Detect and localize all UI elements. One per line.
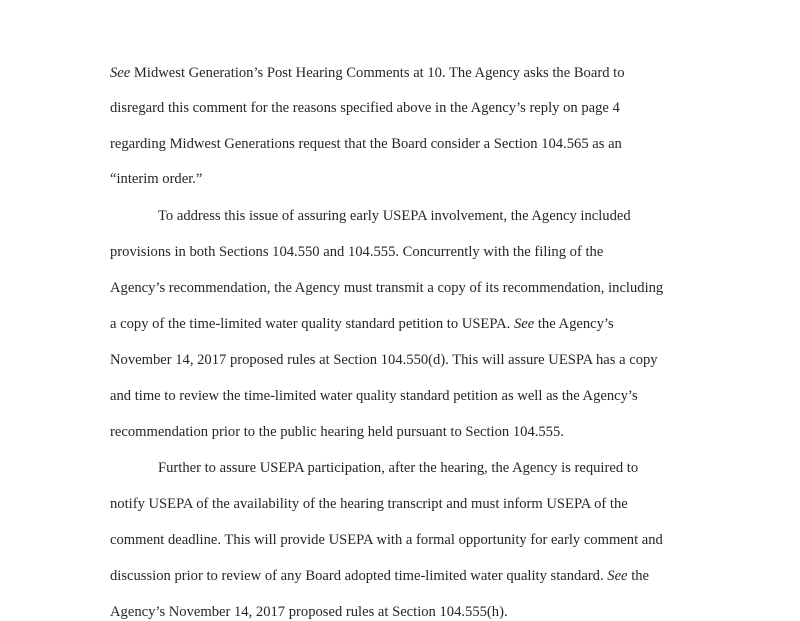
text-line	[110, 315, 614, 333]
text-line: notify USEPA of the availability of the hearing transcript and must inform USEPA of the	[110, 496, 628, 512]
text-line: provisions in both Sections 104.550 and 104.555. Concurrently with the filing of the	[110, 244, 604, 260]
text-line: Further to assure USEPA participation, after the hearing, the Agency is required to	[158, 460, 639, 476]
text-line	[110, 567, 649, 585]
text-line: and time to review the time-limited water quality standard petition as well as the Agency’s	[110, 388, 638, 404]
text-line: Agency’s recommendation, the Agency must transmit a copy of its recommendation, including	[110, 280, 664, 296]
text-span: the Agency’s	[534, 316, 614, 332]
text-span: discussion prior to review of any Board adopted time-limited water quality standard.	[110, 568, 608, 584]
text-span: a copy of the time-limited water quality standard petition to USEPA.	[110, 316, 514, 332]
text-line: November 14, 2017 proposed rules at Section 104.550(d). This will assure UESPA has a copy	[110, 352, 658, 368]
text-span: Midwest Generation’s Post Hearing Comments at 10. The Agency asks the Board to	[130, 65, 625, 81]
text-line: disregard this comment for the reasons specified above in the Agency’s reply on page 4	[110, 100, 620, 116]
text-line: To address this issue of assuring early USEPA involvement, the Agency included	[158, 208, 631, 224]
text-line: regarding Midwest Generations request that the Board consider a Section 104.565 as an	[110, 136, 622, 152]
citation-signal: See	[513, 316, 535, 332]
text-line: Agency’s November 14, 2017 proposed rules at Section 104.555(h).	[110, 604, 508, 620]
text-line	[110, 64, 625, 82]
text-line: comment deadline. This will provide USEPA with a formal opportunity for early comment and	[110, 532, 663, 548]
text-line: recommendation prior to the public hearing held pursuant to Section 104.555.	[110, 424, 564, 440]
text-span: the	[627, 568, 650, 584]
citation-signal: See	[607, 568, 628, 584]
text-line: “interim order.”	[110, 171, 203, 187]
citation-signal: See	[110, 65, 131, 81]
